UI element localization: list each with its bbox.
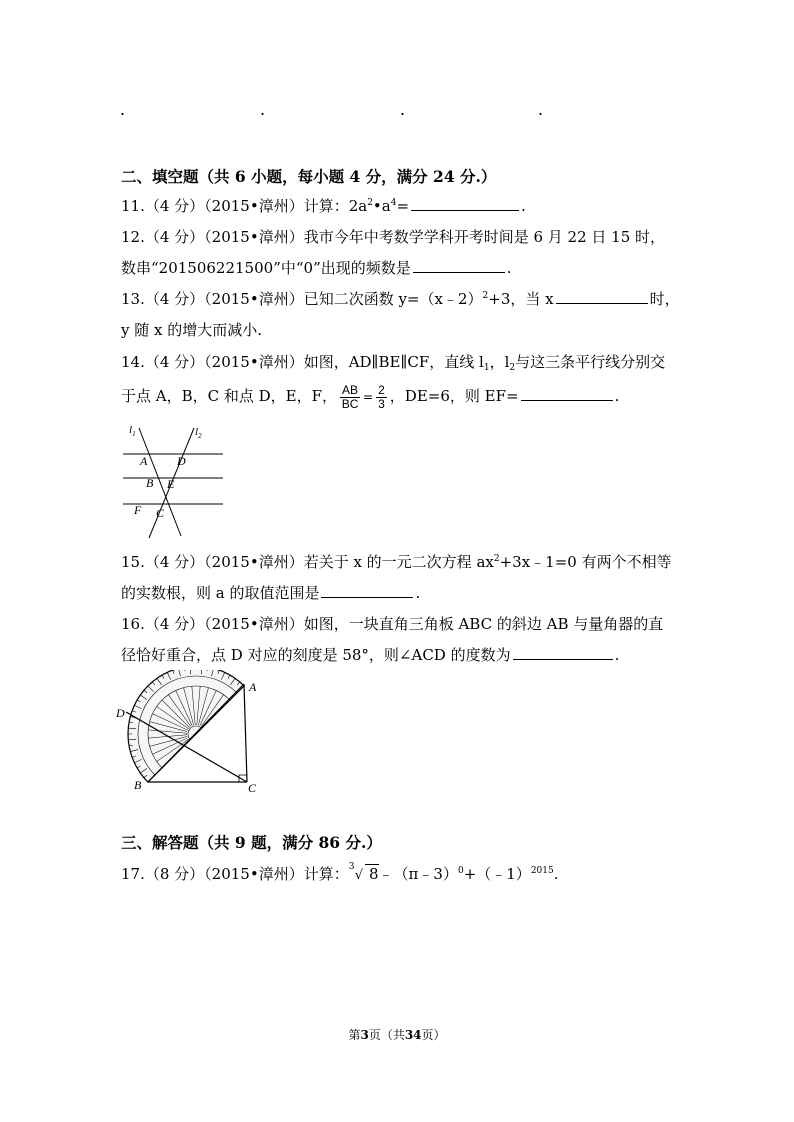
q11-answer-blank[interactable] xyxy=(411,196,519,211)
q11-exponent-2: 4 xyxy=(390,198,397,208)
q16-figure-protractor xyxy=(112,670,272,796)
footer-post: 页） xyxy=(421,1028,446,1042)
q13-mid: +3，当 x xyxy=(488,290,554,308)
label-a: A xyxy=(249,680,257,694)
label-d: D xyxy=(177,454,186,468)
section-2-heading: 二、填空题（共 6 小题，每小题 4 分，满分 24 分.） xyxy=(121,167,497,186)
q14-text-c: 与这三条平行线分别交 xyxy=(515,353,666,371)
label-l2: $l_2$ xyxy=(195,426,202,440)
q13-exponent: 2 xyxy=(482,291,489,301)
question-16-line-1: 16.（4 分）（2015•漳州）如图，一块直角三角板 ABC 的斜边 AB 与量角器的直 xyxy=(121,615,664,633)
q14-frac2-numerator: 2 xyxy=(378,382,385,397)
q13-after: 时， xyxy=(649,290,680,308)
label-f: F xyxy=(134,503,142,517)
q14-text-a: 14.（4 分）（2015•漳州）如图，AD∥BE∥CF，直线 l xyxy=(121,353,484,371)
q15-prefix: 15.（4 分）（2015•漳州）若关于 x 的一元二次方程 ax xyxy=(121,553,494,571)
footer-pre: 第 xyxy=(348,1028,361,1042)
q14-text-e: ，DE=6，则 EF= xyxy=(389,387,519,405)
q15-rest: +3x﹣1=0 有两个不相等 xyxy=(499,553,672,571)
question-14-line-1 xyxy=(121,352,665,372)
q14-eq-sign: = xyxy=(363,390,374,404)
question-13-line-1 xyxy=(121,289,680,309)
q14-sub-2: 2 xyxy=(509,363,516,373)
q14-frac2-denominator: 3 xyxy=(378,396,385,411)
root-radicand: 8 xyxy=(365,864,379,883)
question-14-line-2 xyxy=(121,381,619,412)
cube-root-8: 3 √ 8 xyxy=(355,864,379,886)
option-dot-d: . xyxy=(538,100,544,119)
q17-prefix: 17.（8 分）（2015•漳州）计算： xyxy=(121,865,349,883)
q17-mid: ﹣（π﹣3） xyxy=(378,865,458,883)
question-11 xyxy=(121,196,526,216)
footer-mid: 页（共 xyxy=(368,1028,405,1042)
q15-exponent: 2 xyxy=(493,554,500,564)
label-d: D xyxy=(116,706,125,720)
q14-fraction-ab-bc xyxy=(340,384,360,411)
question-15-line-2 xyxy=(121,583,420,603)
q13-prefix: 13.（4 分）（2015•漳州）已知二次函数 y=（x﹣2） xyxy=(121,290,483,308)
q17-exponent-2015: 2015 xyxy=(530,866,554,876)
q14-text-d: 于点 A，B，C 和点 D，E，F， xyxy=(121,387,338,405)
question-13-line-2: y 随 x 的增大而减小. xyxy=(121,321,263,339)
label-l1: $l_1$ xyxy=(129,424,136,438)
q16-text: 径恰好重合，点 D 对应的刻度是 58°，则∠ACD 的度数为 xyxy=(121,646,511,664)
label-c: C xyxy=(248,781,257,795)
q14-answer-blank[interactable] xyxy=(521,386,613,401)
question-12-line-2 xyxy=(121,258,512,278)
root-index: 3 xyxy=(348,862,355,872)
q11-mid: •a xyxy=(372,197,391,215)
q11-exponent-1: 2 xyxy=(367,198,373,208)
protractor xyxy=(112,670,244,782)
q13-answer-blank[interactable] xyxy=(556,289,648,304)
q14-figure-parallel-lines xyxy=(115,418,230,543)
question-12-line-1: 12.（4 分）（2015•漳州）我市今年中考数学学科开考时间是 6 月 22 日 15 时， xyxy=(121,228,666,246)
page-total: 34 xyxy=(404,1028,422,1042)
q12-answer-blank[interactable] xyxy=(413,258,505,273)
option-dot-b: . xyxy=(260,100,266,119)
question-16-line-2 xyxy=(121,645,619,665)
q11-end: . xyxy=(521,197,526,215)
label-c: C xyxy=(156,506,165,520)
q17-exponent-0: 0 xyxy=(457,866,464,876)
page-number: 3 xyxy=(360,1028,369,1042)
page-footer xyxy=(0,1026,794,1043)
q15-text: 的实数根，则 a 的取值范围是 xyxy=(121,584,320,602)
q11-equals: = xyxy=(396,197,410,215)
q16-answer-blank[interactable] xyxy=(513,645,613,660)
label-b: B xyxy=(134,778,142,792)
q14-frac-numerator: AB xyxy=(342,382,359,397)
q15-end: . xyxy=(415,584,421,602)
leg-ac xyxy=(244,684,247,782)
q12-text: 数串“201506221500”中“0”出现的频数是 xyxy=(121,259,411,277)
label-a: A xyxy=(140,454,148,468)
section-3-heading: 三、解答题（共 9 题，满分 86 分.） xyxy=(121,833,382,852)
q12-end: . xyxy=(506,259,512,277)
question-15-line-1 xyxy=(121,552,672,572)
q16-end: . xyxy=(614,646,620,664)
q15-answer-blank[interactable] xyxy=(321,583,413,598)
option-dot-a: . xyxy=(120,100,126,119)
label-b: B xyxy=(146,476,154,490)
question-17 xyxy=(121,864,559,886)
q17-end: . xyxy=(553,865,559,883)
q17-mid-2: +（﹣1） xyxy=(463,865,531,883)
q14-fraction-2-3 xyxy=(376,384,387,411)
q14-sub-1: 1 xyxy=(483,363,490,373)
q14-frac-denominator: BC xyxy=(341,396,359,411)
option-dot-c: . xyxy=(400,100,406,119)
q11-prefix: 11.（4 分）（2015•漳州）计算：2a xyxy=(121,197,368,215)
q14-end: . xyxy=(614,387,620,405)
q14-text-b: ，l xyxy=(489,353,510,371)
label-e: E xyxy=(167,477,175,491)
